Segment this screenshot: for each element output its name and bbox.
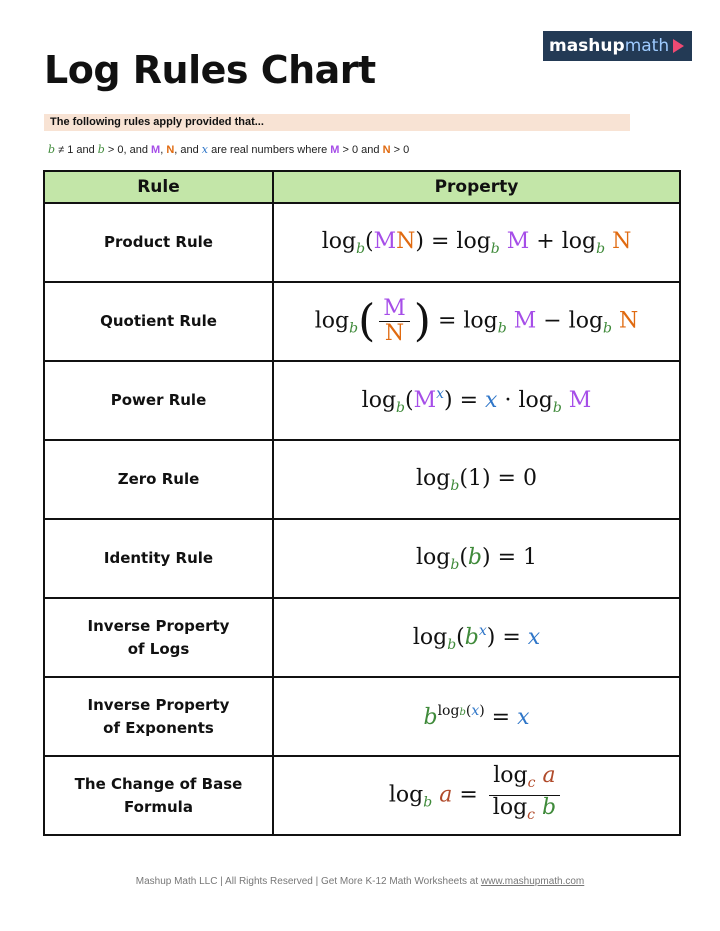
conditions-banner: The following rules apply provided that... (44, 114, 630, 131)
logo-text-mashup: mashup (549, 36, 625, 56)
change-of-base-formula: $\log_b a$ = $\frac{\log_c a}{\log_c b}$ (273, 756, 680, 835)
footer (0, 876, 720, 887)
zero-rule-formula: $\log_b(1) = 0$ (273, 440, 680, 519)
rule-name: Power Rule (44, 361, 273, 440)
rule-name: Quotient Rule (44, 282, 273, 361)
table-row (44, 598, 680, 677)
cond-text: , (160, 144, 167, 156)
table-row (44, 677, 680, 756)
cond-m: M (330, 144, 340, 156)
table-row (44, 756, 680, 835)
cond-n: N (382, 144, 391, 156)
product-rule-formula: $\log_b(MN) = \log_b M + \log_b N$ (273, 203, 680, 282)
rule-name: Inverse Property of Exponents (44, 677, 273, 756)
page-title: Log Rules Chart (44, 48, 376, 92)
cond-text: are real numbers where (208, 144, 331, 156)
table-header-row (44, 171, 680, 203)
cond-text: > 0, and (104, 144, 152, 156)
conditions-text (48, 143, 409, 156)
play-icon (673, 39, 684, 53)
cond-text: > 0 and (339, 144, 383, 156)
cond-text: , and (174, 144, 202, 156)
cond-text: > 0 (390, 144, 410, 156)
table-row (44, 203, 680, 282)
header-property: Property (273, 171, 680, 203)
footer-text: Mashup Math LLC | All Rights Reserved | Get More K-12 Math Worksheets at (135, 876, 481, 887)
cond-b: b (97, 143, 105, 156)
header-rule: Rule (44, 171, 273, 203)
inverse-logs-formula: $\log_b(b^x) = x$ (273, 598, 680, 677)
cond-m: M (151, 144, 161, 156)
logo-text-math: math (624, 36, 670, 56)
power-rule-formula: $\log_b(M^x) = x \cdot \log_b M$ (273, 361, 680, 440)
cond-b: b (48, 143, 56, 156)
table-row (44, 282, 680, 361)
footer-link[interactable]: www.mashupmath.com (480, 876, 585, 887)
table-row (44, 519, 680, 598)
cond-text: ≠ 1 and (55, 144, 98, 156)
table-row (44, 361, 680, 440)
rule-name: Identity Rule (44, 519, 273, 598)
rule-name: Inverse Property of Logs (44, 598, 273, 677)
cond-n: N (166, 144, 175, 156)
inverse-exponents-formula: $b^{logb(x)} = x$ (273, 677, 680, 756)
rule-name: The Change of Base Formula (44, 756, 273, 835)
log-rules-table (43, 170, 681, 836)
rule-name: Product Rule (44, 203, 273, 282)
cond-x: x (201, 143, 209, 156)
table-row (44, 440, 680, 519)
mashupmath-logo (543, 31, 692, 61)
identity-rule-formula: $\log_b(b) = 1$ (273, 519, 680, 598)
quotient-rule-formula: $\log_b$( $\frac{M}{N}$ ) = $\log_b M - \log_b N$ (273, 282, 680, 361)
rule-name: Zero Rule (44, 440, 273, 519)
